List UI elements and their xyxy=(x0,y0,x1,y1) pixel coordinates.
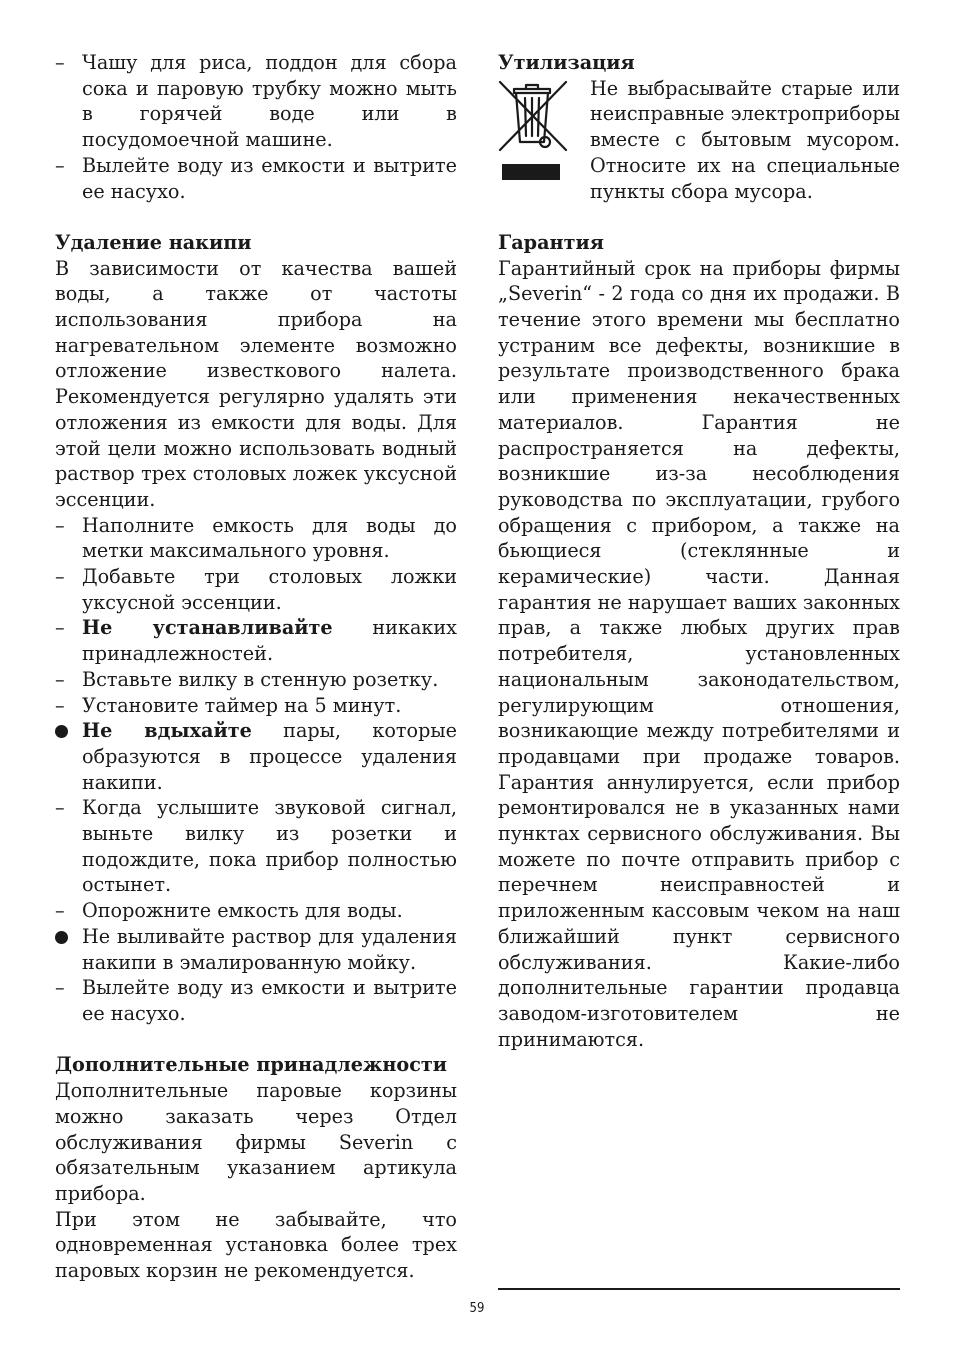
list-item xyxy=(55,898,457,924)
list-item xyxy=(55,975,457,1026)
accessories-heading: Дополнительные принадлежности xyxy=(55,1053,448,1077)
list-item-text: Опорожните емкость для воды. xyxy=(82,899,403,923)
list-item-text: пары, которые образуются в процессе удаления накипи. xyxy=(82,719,457,794)
list-item xyxy=(55,153,457,204)
list-item-text: Вылейте воду из емкости и вытрите ее насухо. xyxy=(82,153,457,203)
left-column xyxy=(55,50,457,1284)
list-item-text: Не выливайте раствор для удаления накипи в эмалированную мойку. xyxy=(82,924,457,974)
dash-marker: – xyxy=(55,513,65,537)
accessories-paragraph: Дополнительные паровые корзины можно заказать через Отдел обслуживания фирмы Severin с обязательным указанием артикула прибора. xyxy=(55,1079,457,1205)
list-item xyxy=(55,795,457,898)
dash-marker: – xyxy=(55,153,65,177)
list-item-text: Добавьте три столовых ложки уксусной эссенции. xyxy=(82,565,457,614)
list-item xyxy=(55,50,457,153)
descale-intro: В зависимости от качества вашей воды, а также от частоты использования прибора на нагревательном элементе возможно отложение известкового налета. Рекомендуется регулярно удалять эти отложения из емкости для воды. Для этой цели можно использовать водный раствор трех столовых ложек уксусной эссенции. xyxy=(55,256,457,511)
dash-marker: – xyxy=(55,976,65,1000)
warranty-heading: Гарантия xyxy=(498,230,604,254)
descale-heading: Удаление накипи xyxy=(55,230,252,254)
list-item-text: Вставьте вилку в стенную розетку. xyxy=(82,667,439,691)
dash-marker: – xyxy=(55,51,65,74)
footer-rule xyxy=(498,1288,900,1290)
right-column xyxy=(498,50,900,1052)
crossed-out-wheelie-bin-icon xyxy=(498,78,578,186)
bullet-icon xyxy=(55,718,68,745)
list-item-text: Установите таймер на 5 минут. xyxy=(82,693,402,717)
list-item xyxy=(55,615,457,666)
dash-marker: – xyxy=(55,667,65,691)
list-top xyxy=(55,50,457,204)
dash-marker: – xyxy=(55,693,65,717)
list-item-text: никаких принадлежностей. xyxy=(82,616,457,666)
warranty-text: Гарантийный срок на приборы фирмы „Severin“ - 2 года со дня их продажи. В течение этого времени мы бесплатно устраним все дефекты, возникшие в результате производственного брака или применения некачественных материалов. Гарантия не распространяется на дефекты, возникшие из-за несоблюдения руководства по эксплуатации, грубого обращения с прибором, а также на бьющиеся (стеклянные и керамические) части. Данная гарантия не нарушает ваших законных прав, а также любых других прав потребителя, установленных национальным законодательством, регулирующим отношения, возникающие между потребителями и продавцами при продаже товаров. Гарантия аннулируется, если прибор ремонтировался не в указанных нами пунктах сервисного обслуживания. Вы можете по почте отправить прибор с перечнем неисправностей и приложенным кассовым чеком на наш ближайший пункт сервисного обслуживания. Какие-либо дополнительные гарантии продавца заводом-изготовителем не принимаются. xyxy=(498,256,900,1051)
page-number: 59 xyxy=(469,1301,485,1316)
disposal-heading: Утилизация xyxy=(498,51,635,74)
list-item xyxy=(55,513,457,564)
accessories-note: При этом не забывайте, что одновременная установка более трех паровых корзин не рекомендуется. xyxy=(55,1207,457,1283)
list-item-bold: Не устанавливайте xyxy=(82,616,333,640)
list-item xyxy=(55,667,457,693)
list-item-bold: Не вдыхайте xyxy=(82,719,252,743)
list-item xyxy=(55,693,457,719)
dash-marker: – xyxy=(55,616,65,640)
list-item xyxy=(55,718,457,795)
list-item xyxy=(55,564,457,615)
dash-marker: – xyxy=(55,565,65,589)
list-item-text: Вылейте воду из емкости и вытрите ее насухо. xyxy=(82,976,457,1025)
list-item-text: Чашу для риса, поддон для сбора сока и паровую трубку можно мыть в горячей воде или в посудомоечной машине. xyxy=(82,51,457,152)
disposal-block xyxy=(498,76,900,205)
disposal-text: Не выбрасывайте старые или неисправные электроприборы вместе с бытовым мусором. Относите их на специальные пункты сбора мусора. xyxy=(590,76,900,203)
bullet-icon xyxy=(55,924,68,951)
dash-marker: – xyxy=(55,796,65,820)
list-item xyxy=(55,924,457,975)
list-item-text: Наполните емкость для воды до метки максимального уровня. xyxy=(82,513,457,563)
dash-marker: – xyxy=(55,899,65,923)
descale-steps xyxy=(55,513,457,1027)
list-item-text: Когда услышите звуковой сигнал, выньте вилку из розетки и подождите, пока прибор полностью остынет. xyxy=(82,796,457,897)
